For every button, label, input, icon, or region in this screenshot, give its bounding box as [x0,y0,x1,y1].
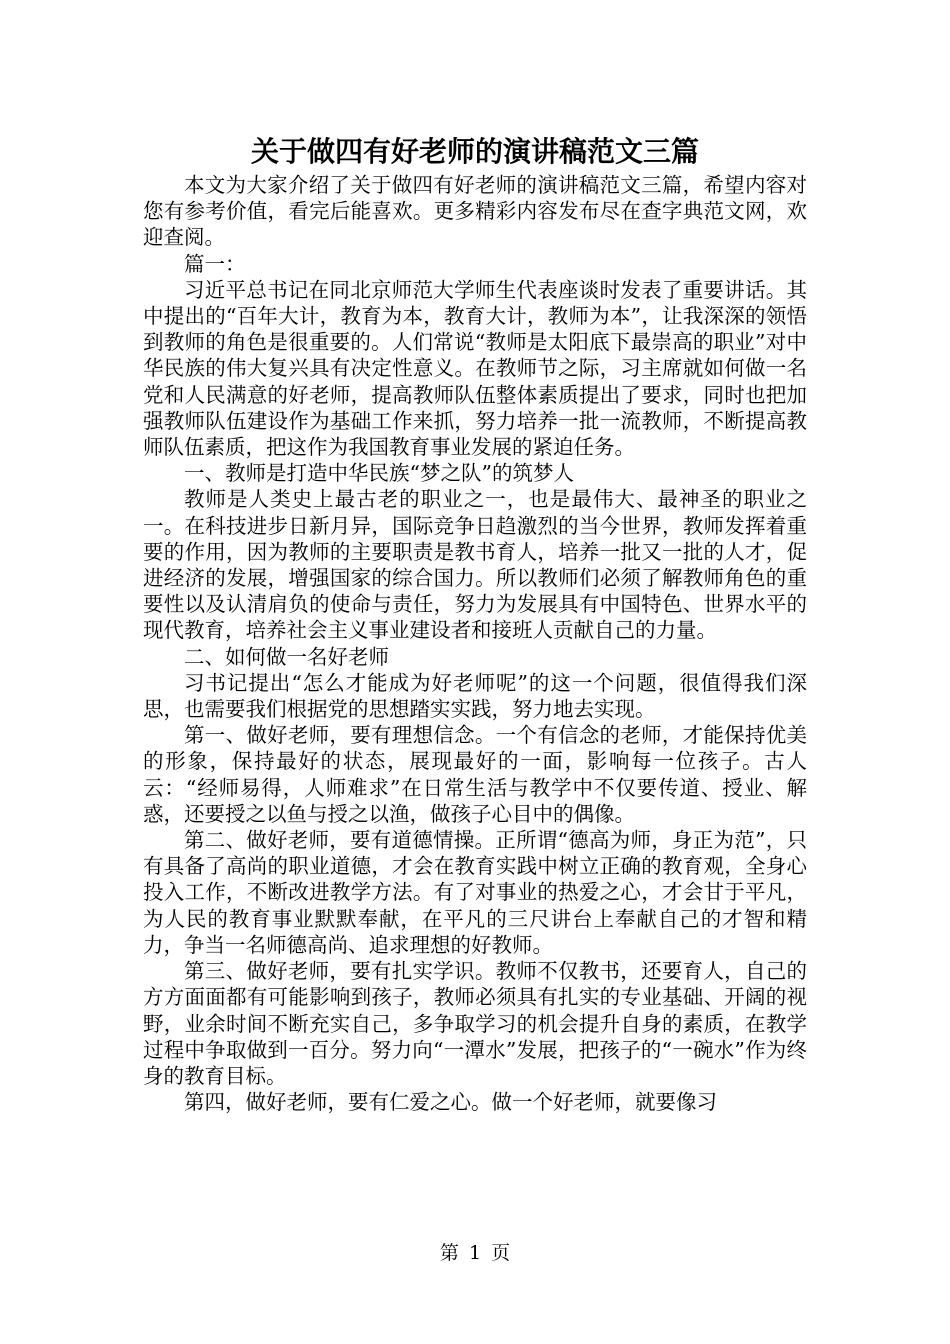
section-heading-2: 二、如何做一名好老师 [184,644,389,669]
body-paragraph: 教师是人类史上最古老的职业之一，也是最伟大、最神圣的职业之一。在科技进步日新月异，国际竞争日趋激烈的当今世界，教师发挥着重要的作用，因为教师的主要职责是教书育人，培养一批又一批的人才，促进经济的发展，增强国家的综合国力。所以教师们必须了解教师角色的重要性以及认清肩负的使命与责任，努力为发展具有中国特色、世界水平的现代教育，培养社会主义事业建设者和接班人贡献自己的力量。 [143,487,807,643]
point-paragraph-3: 第三、做好老师，要有扎实学识。教师不仅教书，还要育人，自己的方方面面都有可能影响到孩子，教师必须具有扎实的专业基础、开阔的视野，业余时间不断充实自己，多争取学习的机会提升自身的素质，在教学过程中争取做到一百分。努力向“一潭水”发展，把孩子的“一碗水”作为终身的教育目标。 [143,959,807,1088]
point-paragraph-1: 第一、做好老师，要有理想信念。一个有信念的老师，才能保持优美的形象，保持最好的状态，展现最好的一面，影响每一位孩子。古人云：“经师易得，人师难求”在日常生活与教学中不仅要传道、授业、解惑，还要授之以鱼与授之以渔，做孩子心目中的偶像。 [143,723,807,826]
section-heading-1: 一、教师是打造中华民族“梦之队”的筑梦人 [184,461,574,486]
page-number-footer: 第 1 页 [439,1242,511,1264]
point-paragraph-2: 第二、做好老师，要有道德情操。正所谓“德高为师，身正为范”，只有具备了高尚的职业道德，才会在教育实践中树立正确的教育观，全身心投入工作，不断改进教学方法。有了对事业的热爱之心，才会甘于平凡，为人民的教育事业默默奉献，在平凡的三尺讲台上奉献自己的才智和精力，争当一名师德高尚、追求理想的好教师。 [143,828,807,957]
document-body [143,172,807,1115]
intro-paragraph: 本文为大家介绍了关于做四有好老师的演讲稿范文三篇，希望内容对您有参考价值，看完后能喜欢。更多精彩内容发布尽在查字典范文网，欢迎查阅。 [143,173,807,250]
section-label-part-one: 篇一： [184,251,246,276]
body-paragraph: 习书记提出“怎么才能成为好老师呢”的这一个问题，很值得我们深思，也需要我们根据党的思想踏实实践，努力地去实现。 [143,670,807,722]
point-paragraph-4: 第四，做好老师，要有仁爱之心。做一个好老师，就要像习 [184,1090,717,1115]
document-title: 关于做四有好老师的演讲稿范文三篇 [250,135,699,168]
body-paragraph: 习近平总书记在同北京师范大学师生代表座谈时发表了重要讲话。其中提出的“百年大计，教育为本，教育大计，教师为本”，让我深深的领悟到教师的角色是很重要的。人们常说“教师是太阳底下最崇高的职业”对中华民族的伟大复兴具有决定性意义。在教师节之际，习主席就如何做一名党和人民满意的好老师，提高教师队伍整体素质提出了要求，同时也把加强教师队伍建设作为基础工作来抓，努力培养一批一流教师，不断提高教师队伍素质，把这作为我国教育事业发展的紧迫任务。 [143,277,807,460]
